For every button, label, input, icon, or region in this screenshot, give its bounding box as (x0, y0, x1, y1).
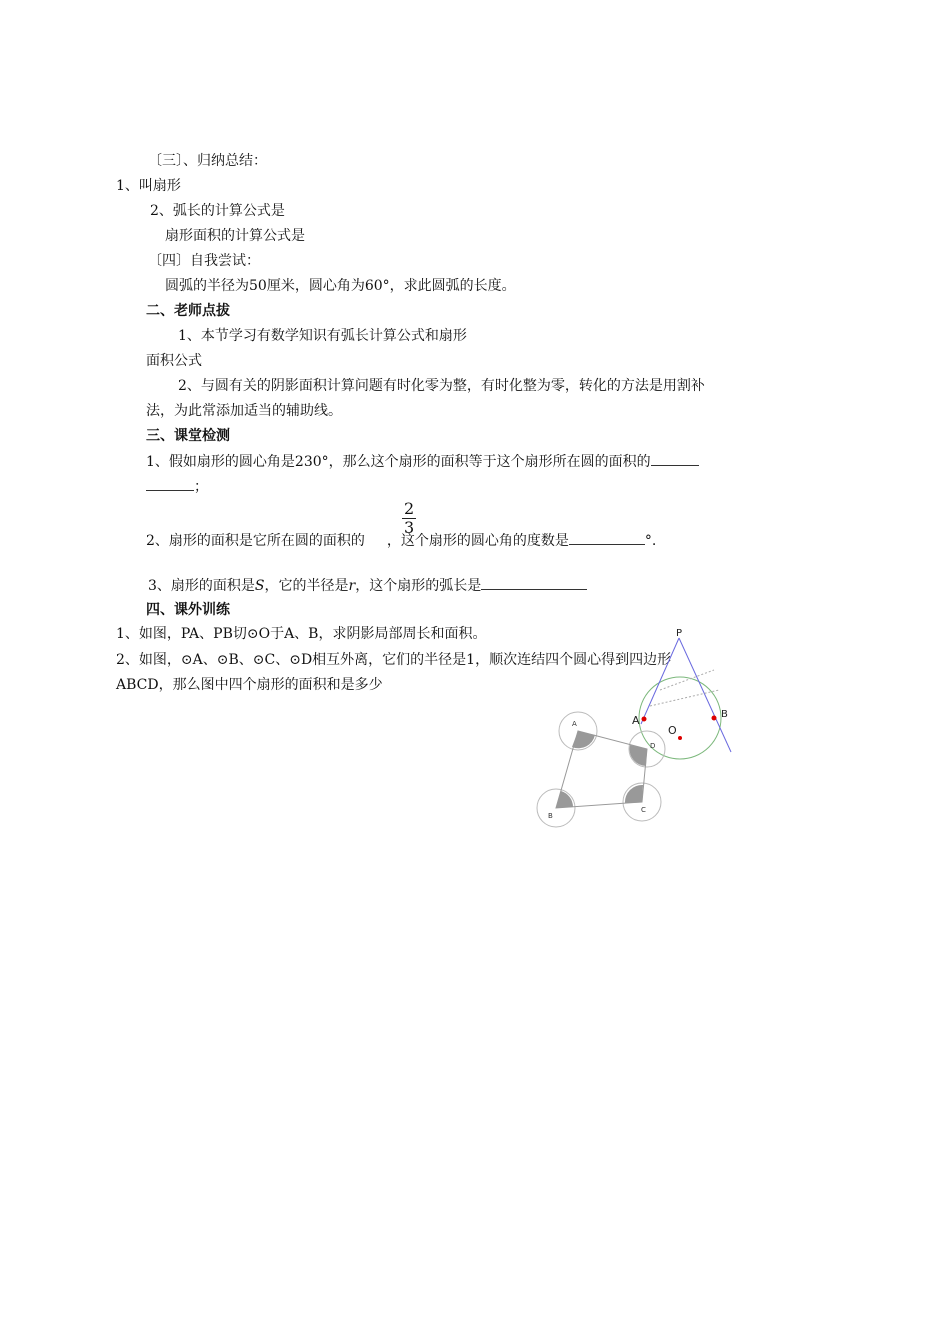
dashed-line-1 (660, 670, 714, 690)
label-circle-d: D (650, 742, 656, 750)
quiz-q3-var-s: S (254, 578, 265, 594)
summary-item-2: 2、弧长的计算公式是 (150, 203, 285, 219)
point-b (712, 716, 717, 721)
quiz-q3-text-a: 3、扇形的面积是 (148, 578, 255, 594)
quiz-q3-var-r: r (348, 578, 356, 594)
teacher-point-2: 2、与圆有关的阴影面积计算问题有时化零为整，有时化整为零，转化的方法是用割补 (178, 378, 705, 394)
self-try-question: 圆弧的半径为50厘米，圆心角为60°，求此圆弧的长度。 (165, 278, 516, 294)
section-3-heading: 三、课堂检测 (146, 428, 230, 444)
self-try-heading: 〔四〕自我尝试： (148, 253, 260, 269)
label-circle-c: C (641, 806, 646, 814)
fraction-numerator: 2 (404, 499, 415, 518)
quiz-q2-blank[interactable] (569, 530, 645, 545)
sector-a (572, 731, 595, 748)
summary-item-1: 1、叫扇形 (116, 178, 181, 194)
quiz-question-1-cont (146, 476, 208, 497)
four-circles-figure (530, 700, 670, 840)
quiz-q2-text-a: 2、扇形的面积是它所在圆的面积的 (146, 533, 365, 549)
label-a: A (632, 714, 640, 727)
homework-question-2: 2、如图，⊙A、⊙B、⊙C、⊙D相互外离，它们的半径是1，顺次连结四个圆心得到四边形 (116, 652, 672, 668)
homework-question-1: 1、如图，PA、PB切⊙O于A、B，求阴影局部周长和面积。 (116, 626, 487, 642)
summary-heading: 〔三〕、归纳总结： (148, 153, 267, 169)
sector-b (556, 791, 573, 808)
sector-c (625, 785, 643, 803)
quiz-q1-blank-a[interactable] (651, 451, 699, 466)
point-o (678, 736, 682, 740)
fraction-denominator: 3 (404, 518, 415, 537)
label-p: P (676, 628, 683, 639)
teacher-point-1-cont: 面积公式 (146, 353, 202, 369)
label-circle-b: B (548, 812, 553, 820)
quiz-q3-blank[interactable] (481, 575, 587, 590)
label-b: B (721, 709, 728, 720)
label-o: O (668, 724, 677, 737)
label-circle-a: A (572, 720, 577, 728)
quiz-q3-text-c: ，这个扇形的弧长是 (355, 578, 482, 594)
quiz-question-3 (148, 575, 587, 596)
tangent-line-pb (679, 638, 731, 752)
summary-item-3: 扇形面积的计算公式是 (165, 228, 305, 244)
quiz-q1-text: 1、假如扇形的圆心角是230°，那么这个扇形的面积等于这个扇形所在圆的面积的 (146, 454, 651, 470)
section-2-heading: 二、老师点拔 (146, 303, 230, 319)
quiz-q1-end: ； (194, 479, 208, 495)
quiz-q2-text-b: ，这个扇形的圆心角的度数是 (386, 533, 569, 549)
teacher-point-1: 1、本节学习有数学知识有弧长计算公式和扇形 (178, 328, 467, 344)
quiz-question-2 (146, 530, 656, 551)
quiz-q1-blank-b[interactable] (146, 476, 194, 491)
section-4-heading: 四、课外训练 (146, 602, 230, 618)
homework-question-2-cont: ABCD，那么图中四个扇形的面积和是多少 (116, 677, 383, 693)
quiz-q2-text-c: °. (644, 533, 657, 549)
quiz-question-1 (146, 451, 699, 472)
quiz-q3-text-b: ，它的半径是 (264, 578, 349, 594)
teacher-point-2-cont: 法，为此常添加适当的辅助线。 (146, 403, 342, 419)
